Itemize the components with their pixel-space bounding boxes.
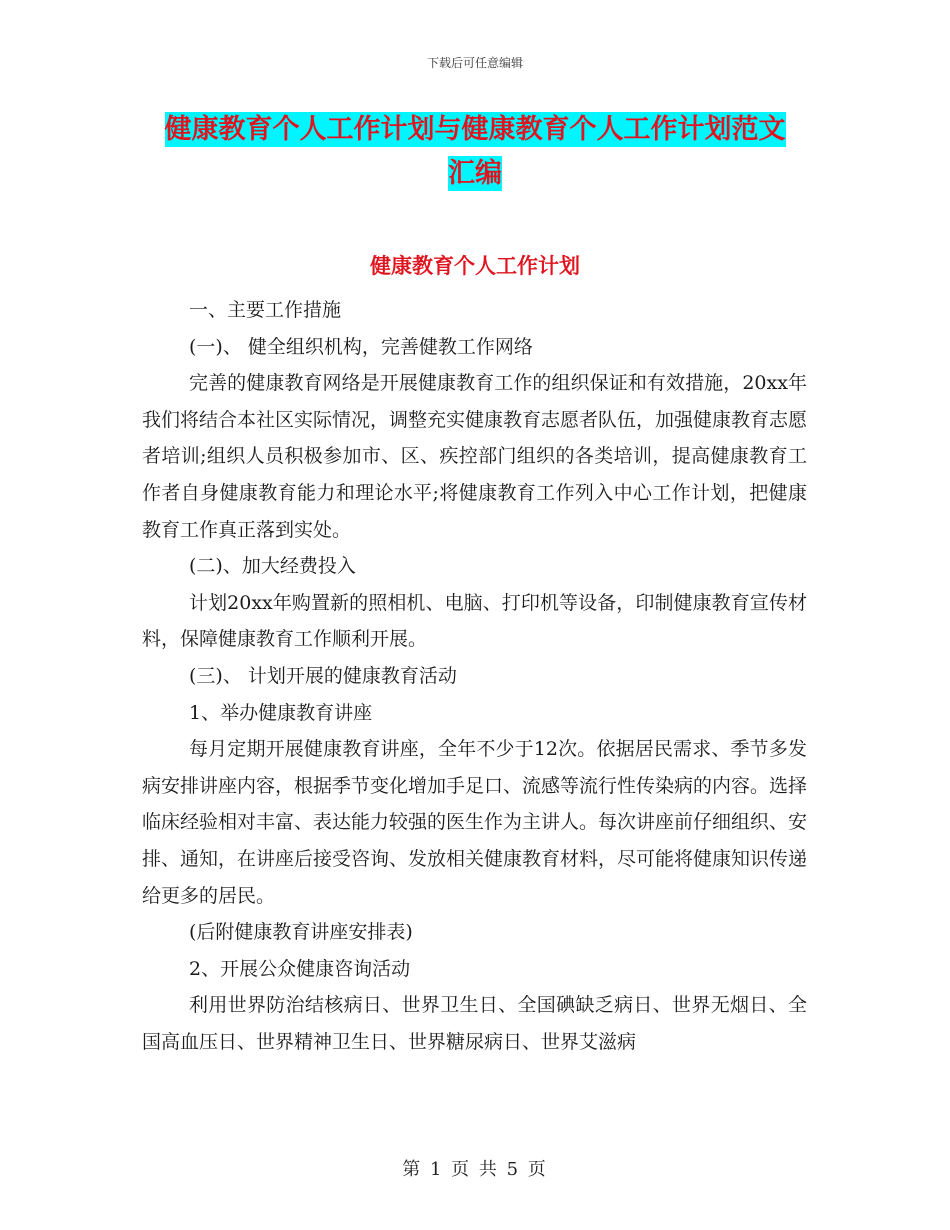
title-line-1: 健康教育个人工作计划与健康教育个人工作计划范文 (164, 114, 786, 145)
item-consultation: 2、开展公众健康咨询活动 (189, 957, 411, 980)
note-schedule: (后附健康教育讲座安排表) (189, 921, 413, 944)
subheading-3: (三)、 计划开展的健康教育活动 (189, 664, 457, 687)
subheading-1: (一)、 健全组织机构，完善健教工作网络 (189, 335, 533, 358)
title-line-2: 汇编 (448, 158, 502, 189)
paragraph-lectures: 每月定期开展健康教育讲座，全年不少于12次。依据居民需求、季节多发病安排讲座内容，根据季节变化增加手足口、流感等流行性传染病的内容。选择临床经验相对丰富、表达能力较强的医生作为主讲人。每次讲座前仔细组织、安排、通知，在讲座后接受咨询、发放相关健康教育材料，尽可能将健康知识传递给更多的居民。 (142, 738, 808, 907)
header-note: 下载后可任意编辑 (426, 56, 523, 70)
page-footer: 第 1 页 共 5 页 (402, 1159, 548, 1180)
item-lectures: 1、举办健康教育讲座 (189, 701, 373, 724)
document-body (142, 292, 807, 1060)
section-title: 健康教育个人工作计划 (370, 254, 580, 278)
paragraph-funding: 计划20xx年购置新的照相机、电脑、打印机等设备，印制健康教育宣传材料，保障健康教育工作顺利开展。 (142, 591, 807, 651)
paragraph-network: 完善的健康教育网络是开展健康教育工作的组织保证和有效措施，20xx年我们将结合本社区实际情况，调整充实健康教育志愿者队伍，加强健康教育志愿者培训;组织人员积极参加市、区、疾控部门组织的各类培训，提高健康教育工作者自身健康教育能力和理论水平;将健康教育工作列入中心工作计划，把健康教育工作真正落到实处。 (142, 372, 808, 541)
subheading-2: (二)、加大经费投入 (189, 555, 356, 578)
paragraph-consultation: 利用世界防治结核病日、世界卫生日、全国碘缺乏病日、世界无烟日、全国高血压日、世界精神卫生日、世界糖尿病日、世界艾滋病 (142, 994, 807, 1053)
heading-main-measures: 一、主要工作措施 (189, 299, 342, 321)
document-title (150, 108, 800, 196)
